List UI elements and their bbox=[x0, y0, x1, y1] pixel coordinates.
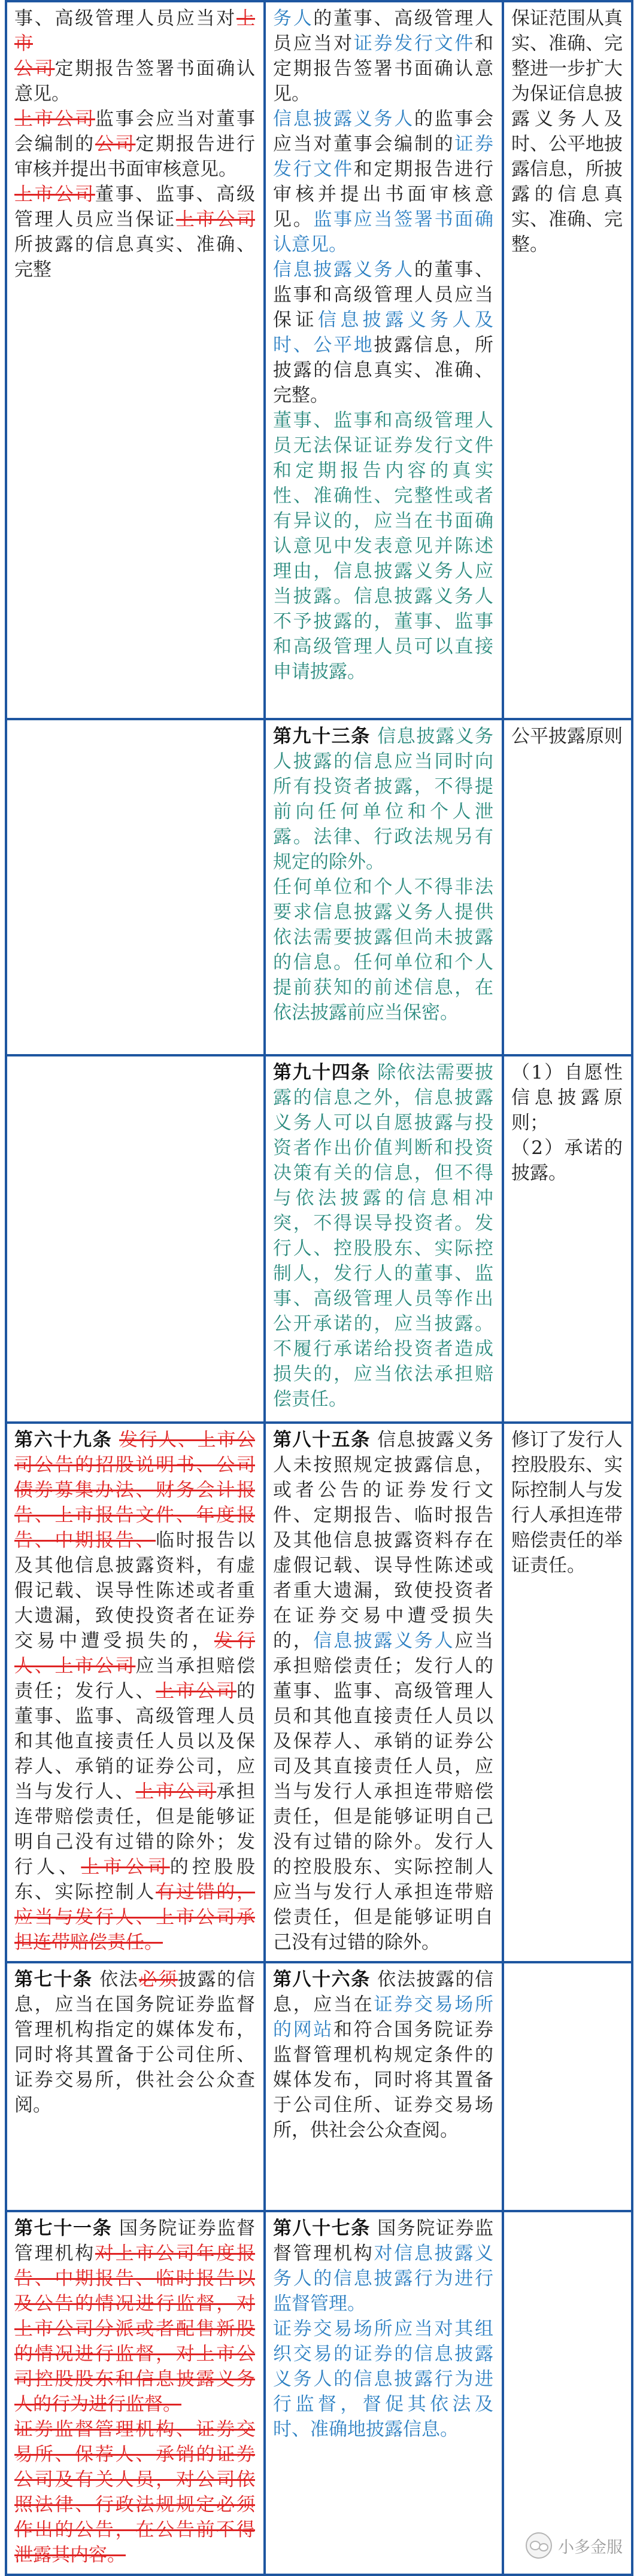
old-provision-cell bbox=[6, 1055, 265, 1423]
wechat-icon bbox=[526, 2532, 552, 2559]
article-number: 第八十五条 bbox=[273, 1429, 371, 1451]
remark-cell bbox=[503, 2211, 632, 2575]
added-text: 证券发行文件 bbox=[273, 133, 494, 180]
added-text: 对信息披露义务人的信息披露行为进行监督管理。 bbox=[273, 2243, 493, 2315]
article-number: 第六十九条 bbox=[14, 1429, 113, 1451]
revised-text: 信息披露义务人披露的信息应当同时向所有投资者披露，不得提前向任何单位和个人泄露。法律、行政法规另有规定的除外。 bbox=[273, 726, 493, 873]
text: 所披露的信息真实、准确、完整 bbox=[14, 234, 255, 281]
text: 的控股股东、实际控制人 bbox=[14, 1856, 256, 1903]
law-comparison-table bbox=[5, 0, 633, 2576]
new-provision-cell bbox=[265, 1962, 503, 2211]
text: 应当承担赔偿责任；发行人、 bbox=[14, 1655, 256, 1702]
text: 保证范围从真实、准确、完整进一步扩大为保证信息披露义务人及时、公平地披露信息，所披露的信息真实、准确、完整。 bbox=[511, 8, 623, 255]
paragraph bbox=[14, 1967, 255, 2118]
article-number: 第九十三条 bbox=[273, 726, 371, 747]
text: 临时报告以及其他信息披露资料，有虚假记载、误导性陈述或者重大遗漏，致使投资者在证券交易中遭受损失的， bbox=[14, 1530, 256, 1652]
article-number: 第七十一条 bbox=[14, 2218, 113, 2239]
article-number: 第七十条 bbox=[14, 1969, 93, 1990]
paragraph bbox=[14, 106, 255, 182]
added-text: 证券交易场所的网站 bbox=[273, 1994, 493, 2041]
paragraph bbox=[14, 2216, 255, 2417]
text: 信息披露义务人未按照规定披露信息，或者公告的证券发行文件、定期报告、临时报告及其他信息披露资料存在虚假记载、误导性陈述或者重大遗漏，致使投资者在证券交易中遭受损失的， bbox=[273, 1429, 493, 1652]
text: 的董事、监事和高级管理人员应当保证 bbox=[273, 259, 494, 331]
remark-cell bbox=[503, 1, 632, 719]
table-row bbox=[6, 1, 632, 719]
old-provision-cell bbox=[6, 2211, 265, 2575]
old-provision-cell bbox=[6, 1, 265, 719]
new-provision-cell bbox=[265, 719, 503, 1055]
deleted-text: 上市公司 bbox=[135, 1781, 217, 1802]
deleted-text: 上市公司 bbox=[14, 108, 95, 130]
paragraph bbox=[14, 1427, 255, 1955]
paragraph bbox=[273, 257, 493, 408]
text: 的董事、监事、高级管理人员和其他直接责任人员以及保荐人、承销的证券公司，应当与发行人、 bbox=[14, 1680, 256, 1802]
paragraph bbox=[273, 1427, 493, 1955]
remark-cell bbox=[503, 1055, 632, 1423]
text: 和符合国务院证券监督管理机构规定条件的媒体发布，同时将其置备于公司住所、证券交易场所，供社会公众查阅。 bbox=[273, 2019, 494, 2141]
text: 公平披露原则 bbox=[511, 726, 623, 747]
paragraph bbox=[273, 6, 493, 106]
text: 披露信息，所披露的信息真实、准确、完整。 bbox=[273, 334, 493, 406]
paragraph bbox=[14, 2417, 255, 2568]
deleted-text: 发行人、上市公司公告的招股说明书、公司债券募集办法、财务会计报告、上市报告文件、年度报告、中期报告、 bbox=[14, 1429, 256, 1551]
text: 国务院证券监督管理机构 bbox=[14, 2218, 256, 2264]
old-provision-cell bbox=[6, 719, 265, 1055]
text: 披露的信息，应当在国务院证券监督管理机构指定的媒体发布，同时将其置备于公司住所、证券交易所，供社会公众查阅。 bbox=[14, 1969, 256, 2116]
paragraph bbox=[273, 106, 493, 257]
paragraph bbox=[14, 6, 255, 56]
new-provision-cell bbox=[265, 1423, 503, 1962]
paragraph bbox=[273, 1967, 493, 2143]
old-provision-cell bbox=[6, 1962, 265, 2211]
added-text: 信息披露义务人 bbox=[317, 309, 475, 331]
text: 事、高级管理人员应当对 bbox=[14, 8, 236, 29]
paragraph bbox=[14, 182, 255, 282]
old-provision-cell bbox=[6, 1423, 265, 1962]
revised-text: 董事、监事和高级管理人员无法保证证券发行文件和定期报告内容的真实性、准确性、完整性或者有异议的，应当在书面确认意见中发表意见并陈述理由，信息披露义务人应当披露。信息披露义务人不予披露的，董事、监事和高级管理人员可以直接申请披露。 bbox=[273, 410, 493, 683]
deleted-text: 上市 bbox=[14, 8, 255, 54]
paragraph bbox=[273, 2316, 493, 2442]
paragraph bbox=[511, 1060, 623, 1135]
deleted-text: 公司 bbox=[95, 133, 136, 155]
text: 承担连带赔偿责任，但是能够证明自己没有过错的除外；发行人、 bbox=[14, 1781, 256, 1878]
table-row bbox=[6, 2211, 632, 2575]
table-row bbox=[6, 1055, 632, 1423]
paragraph bbox=[14, 56, 255, 106]
text: 国务院证券监督管理机构 bbox=[273, 2218, 493, 2264]
deleted-text: 证券监督管理机构、证券交易所、保荐人、承销的证券公司及有关人员，对公司依照法律、行政法规规定必须作出的公告，在公告前不得泄露其内容。 bbox=[14, 2419, 255, 2566]
table-row bbox=[6, 719, 632, 1055]
added-text: 证券发行文件 bbox=[353, 33, 475, 54]
added-text: 务人 bbox=[273, 8, 314, 29]
paragraph bbox=[273, 724, 493, 875]
paragraph bbox=[511, 1135, 623, 1186]
deleted-text: 必须 bbox=[138, 1969, 178, 1990]
deleted-text: 上市公司 bbox=[81, 1856, 170, 1878]
deleted-text: 上市公司 bbox=[156, 1680, 237, 1702]
added-text: 证券交易场所应当对其组织交易的证券的信息披露义务人的信息披露行为进行监督，督促其依法及时、准确地披露信息。 bbox=[273, 2318, 493, 2440]
text: 依法 bbox=[92, 1969, 139, 1990]
text: （1）自愿性信息披露原则； bbox=[511, 1062, 623, 1134]
text: 应当承担赔偿责任；发行人的董事、监事、高级管理人员和其他直接责任人员以及保荐人、承销的证券公司及其直接责任人员，应当与发行人承担连带赔偿责任，但是能够证明自己没有过错的除外。发行人的控股股东、实际控制人应当与发行人承担连带赔偿责任，但是能够证明自己没有过错的除外。 bbox=[273, 1630, 494, 1953]
remark-cell bbox=[503, 719, 632, 1055]
new-provision-cell bbox=[265, 1, 503, 719]
revised-text: 除依法需要披露的信息之外，信息披露义务人可以自愿披露与投资者作出价值判断和投资决策有关的信息，但不得与依法披露的信息相冲突，不得误导投资者。发行人、控股股东、实际控制人，发行人的董事、监事、高级管理人员等作出公开承诺的，应当披露。不履行承诺给投资者造成损失的，应当依法承担赔偿责任。 bbox=[273, 1062, 493, 1410]
text: 定期报告进行审核并提出书面审核意见。 bbox=[14, 133, 256, 180]
table-body bbox=[6, 1, 632, 2575]
remark-cell bbox=[503, 1423, 632, 1962]
revised-text: 任何单位和个人不得非法要求信息披露义务人提供依法需要披露但尚未披露的信息。任何单位和个人提前获知的前述信息，在依法披露前应当保密。 bbox=[273, 876, 493, 1024]
text: （2）承诺的披露。 bbox=[511, 1137, 623, 1184]
article-number: 第八十七条 bbox=[273, 2218, 371, 2239]
text: 监事会应当对董事会编制的 bbox=[14, 108, 256, 155]
new-provision-cell bbox=[265, 1055, 503, 1423]
table-row bbox=[6, 1423, 632, 1962]
article-number: 第八十六条 bbox=[273, 1969, 371, 1990]
paragraph bbox=[511, 724, 623, 749]
added-text: 信息披露义务人 bbox=[273, 259, 414, 281]
text bbox=[112, 1429, 119, 1451]
text: 修订了发行人控股股东、实际控制人与发行人承担连带赔偿责任的举证责任。 bbox=[511, 1429, 623, 1576]
remark-cell bbox=[503, 1962, 632, 2211]
table-row bbox=[6, 1962, 632, 2211]
text: 定期报告签署书面确认意见。 bbox=[14, 58, 256, 105]
text: 和定期报告签署书面确认意见。 bbox=[273, 33, 494, 105]
paragraph bbox=[273, 875, 493, 1025]
deleted-text: 上市公司 bbox=[175, 209, 256, 230]
paragraph bbox=[273, 2216, 493, 2316]
added-text: 及时、公平地 bbox=[273, 309, 494, 356]
paragraph bbox=[511, 1427, 623, 1578]
paragraph bbox=[273, 408, 493, 684]
added-text: 信息披露义务人 bbox=[273, 108, 414, 130]
deleted-text: 公司 bbox=[14, 58, 55, 80]
deleted-text: 发行人、上市公司 bbox=[14, 1630, 256, 1677]
added-text: 监事应当签署书面确认意见。 bbox=[273, 209, 494, 255]
watermark bbox=[526, 2532, 623, 2559]
text: 董事、监事、高级管理人员应当保证 bbox=[14, 184, 256, 230]
text: 依法披露的信息，应当在 bbox=[273, 1969, 493, 2015]
deleted-text: 上市公司 bbox=[14, 184, 95, 205]
deleted-text: 对上市公司年度报告、中期报告、临时报告以及公告的情况进行监督，对上市公司分派或者配售新股的情况进行监督，对上市公司控股股东和信息披露义务人的行为进行监督。 bbox=[14, 2243, 256, 2415]
watermark-label: 小多金服 bbox=[558, 2538, 623, 2557]
deleted-text: 有过错的，应当与发行人、上市公司承担连带赔偿责任。 bbox=[14, 1881, 256, 1953]
new-provision-cell bbox=[265, 2211, 503, 2575]
text: 和定期报告进行审核并提出书面审核意见。 bbox=[273, 159, 494, 230]
text: 的董事、高级管理人员应当对 bbox=[273, 8, 494, 54]
paragraph bbox=[273, 1060, 493, 1412]
paragraph bbox=[511, 6, 623, 257]
added-text: 信息披露义务人 bbox=[313, 1630, 455, 1652]
article-number: 第九十四条 bbox=[273, 1062, 371, 1083]
text: 的监事会应当对董事会编制的 bbox=[273, 108, 494, 155]
